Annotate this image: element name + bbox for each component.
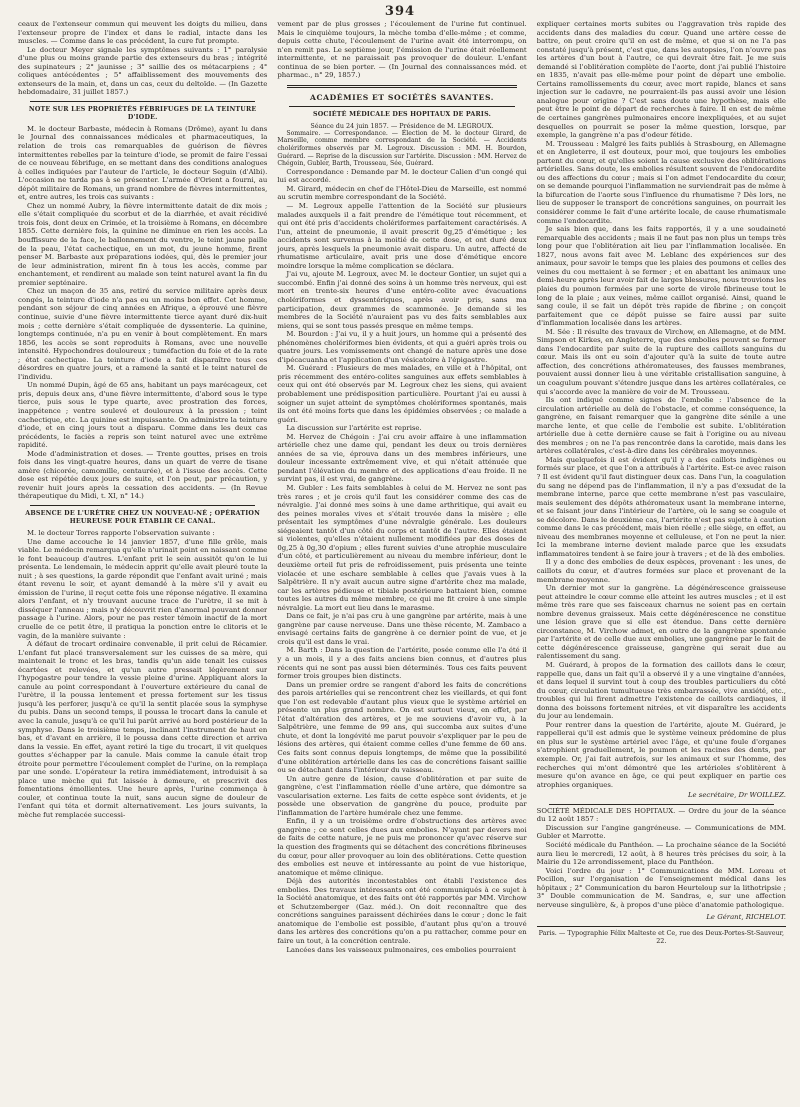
printer-imprint: Paris. — Typographie Félix Malteste et Ce, rue des Deux-Portes-St-Sauveur, 22. [537, 926, 786, 946]
paragraph: Pour rentrer dans la question de l'artérite, ajoute M. Guérard, je rappellerai qu'il est admis que le système veineux prédomine de plus en plus sur le système artériel avec l'âge, et qu'une foule d'organes s'atrophient graduellement, le poumon et les racines des dents, par exemple. Or, j'ai fait autrefois, sur les animaux et sur l'homme, des recherches qui m'ont démontré que les artérioles s'oblitèrent à mesure qu'on avance en âge, ce qui peut expliquer en partie ces atrophies organiques. [536, 720, 786, 789]
paragraph: Un nommé Dupin, âgé de 65 ans, habitant un pays marécageux, cet pris, depuis deux ans, d'une fièvre intermittente, d'abord sous le type tierce, puis sous le type quarte, avec prostration des forces, inappétence ; ventre soulevé et douloureux à la pression ; teint cachectique, etc. La quinine est impuissante. On administre la teinture d'iode, et en cinq jours tout a disparu. Comme dans les deux cas précédents, le faciès a repris son teint naturel avec une extrême rapidité. [18, 381, 268, 450]
section-divider [289, 106, 514, 107]
session-summary: Sommaire. — Correspondance. — Élection de M. le docteur Girard, de Marseille, comme membre correspondant de la Société. — Accidents cholériformes observés par M. Legroux. Discussion : MM. H. Bourdon, Guérard. — Reprise de la discussion sur l'artérite. Discussion : MM. Hervez de Chégoin, Gubler, Barth, Trousseau, Sée, Guérard. [277, 129, 527, 168]
paragraph: Déjà des autorités incontestables ont établi l'existence des embolies. Des travaux intéressants ont été communiqués à ce sujet à la Société anatomique, et des faits ont été rapportés par MM. Virchow et Schutzemberger (Gaz. méd.). On doit reconnaître que des concrétions sanguines paraissent déchirées dans le cœur ; donc le fait anatomique de l'embolie est possible, d'autant plus qu'on a trouvé dans les artères des concrétions qu'on a pu rattacher, comme pour en faire un tout, à la concrétion centrale. [277, 877, 527, 946]
paragraph: Enfin, il y a un troisième ordre d'obstructions des artères avec gangrène ; ce sont celles dues aux embolies. N'ayant par devers moi de faits de cette nature, je ne puis me prononcer qu'avec réserve sur la question des fragments qui se détachent des concrétions fibrineuses du cœur, pour aller provoquer au loin des oblitérations. Cette question des embolies est neuve et intéressante au point de vue historique, anatomique et même clinique. [277, 817, 527, 877]
paragraph: Voici l'ordre du jour : 1° Communications de MM. Loreau et Pocillon, sur l'organisation de l'enseignement médical dans les hôpitaux ; 2° Communication du baron Heurteloup sur la lithotripsie ; 3° Double communication de M. Sandras, e, sur une affection nerveuse singulière, &, à propos d'une pièce d'anatomie pathologique. [536, 866, 786, 909]
section-divider [30, 505, 255, 506]
paragraph: Il y a donc des embolies de deux espèces, provenant : les unes, de caillots du cœur, et d'autres formées sur place et provenant de la membrane moyenne. [536, 558, 786, 584]
session-line: Séance du 24 juin 1857. — Présidence de M. LEGROUX. [310, 121, 494, 130]
section-divider [287, 85, 516, 88]
paragraph: ceaux de l'extenseur commun qui meuvent les doigts du milieu, dans l'extenseur propre de l'index et dans le radial, intacte dans les muscles. — Comme dans le cas précédent, la cure fut prompte. [18, 20, 268, 46]
paragraph: J'ai vu, ajoute M. Legroux, avec M. le docteur Gontier, un sujet qui a succombé. Enfin j'ai donné des soins à un homme très nerveux, qui est mort en trente-six heures d'une entéro-colite avec évacuations cholériformes et dyssentériques, après avoir pris, sans ma participation, deux grammes de scammonée. Je demande si les membres de la Société n'auraient pas vu des faits semblables aux miens, qui se sont tous passés presque en même temps. [277, 270, 527, 330]
article-heading-uretre: ABSENCE DE L'URÈTRE CHEZ UN NOUVEAU-NÉ ; OPÉRATION HEUREUSE POUR ÉTABLIR CE CANAL. [25, 509, 261, 525]
column-middle [277, 20, 526, 1080]
text-columns [18, 20, 786, 1080]
society-heading: SOCIÉTÉ MÉDICALE DES HOPITAUX DE PARIS. [313, 110, 491, 118]
paragraph: M. Trousseau : Malgré les faits publiés à Strasbourg, en Allemagne et en Angleterre, il est douteux, pour moi, que toujours les embolies partent du cœur, et qu'elles soient la cause exclusive des oblitérations artérielles. Sans doute, les embolies résultent souvent de l'endocardite ou des affections du cœur ; mais si l'on admet l'endocardite du cœur, on se demande pourquoi l'inflammation ne surviendrait pas de même à la bifurcation de l'aorte sous l'influence du rhumatisme ? Dès lors, ne lieu de supposer le transport de concrétions sanguines, on pourrait les considérer comme le fait d'une artérite locale, de cause rhumatismale comme l'endocardite. [536, 139, 786, 225]
paragraph: Je sais bien que, dans les faits rapportés, il y a une soudaineté remarquable des accidents ; mais il ne faut pas non plus un temps très long pour que l'oblitération ait lieu par l'inflammation localisée. En 1827, nous avons fait avec M. Leblanc des expériences sur des animaux, pour savoir le temps que les plaies des poumons et celles des veines du cou mettaient à se fermer ; et en abattant les animaux une demi-heure après leur avoir fait de larges blessures, nous trouvions les plaies du poumon fermées par une sorte de virole fibrineuse tout le long de la plaie ; aux veines, même caillot organisé. Ainsi, quand le sang coule, il se fait un dépôt très rapide de fibrine ; on conçoit parfaitement que ce dépôt puisse se faire aussi par suite d'inflammation localisée dans les artères. [536, 225, 786, 328]
paragraph: La discussion sur l'artérite est reprise. [286, 424, 422, 433]
section-divider [549, 804, 774, 805]
paragraph: Ils ont indiqué comme signes de l'embolie : l'absence de la circulation artérielle au delà de l'obstacle, et comme conséquence, la gangrène, en faisant remarquer que la gangrène dite sénile a une marche lente, et que celle de l'embolie est subite. L'oblitération artérielle due à cette dernière cause se fait à l'origine ou au niveau des membres ; on ne l'a pas rencontrée dans la carotide, mais dans les artères collatérales, c'est-à-dire dans les cérébrales moyennes. [536, 396, 786, 456]
paragraph: Le docteur Meyer signale les symptômes suivants : 1° paralysie d'une plus ou moins grande partie des extenseurs du bras ; intégrité des supinateurs ; 2° jaunisse ; 3° saillie des os métacarpiens ; 4° coliques antécédentes ; 5° affaiblissement des mouvements des extenseurs de la main, et, dans un cas, ceux du deltoïde. — (In Gazette hebdomadaire, 31 juillet 1857.) [18, 45, 268, 97]
paragraph: Correspondance : Demande par M. le docteur Calien d'un congé qui lui est accordé. [277, 167, 527, 185]
column-left [18, 20, 267, 1080]
paragraph: Une dame accouche le 14 janvier 1857, d'une fille grêle, mais viable. Le médecin remarqua qu'elle n'urinait point en naissant comme le font beaucoup d'autres. L'enfant prit le sein aussitôt qu'on le lui présenta. Le lendemain, le médecin apprit qu'elle avait pleuré toute la nuit ; à ses questions, la garde répondit que l'enfant avait uriné ; mais étant revenu le soir, et ayant demandé à la mère s'il y avait eu émission de l'urine, il reçut cette fois une réponse négative. Il examina alors l'enfant, et n'y trouvant aucune trace de l'urètre, il se mit à disséquer l'anneau ; mais n'y découvrit rien d'anormal pouvant donner passage à l'urine. Alors, pour ne pas rester témoin inactif de la mort cruelle de ce petit être, il pratiqua la ponction entre le clitoris et le vagin, de la manière suivante : [18, 537, 268, 640]
paragraph: M. Bourdon : J'ai vu, il y a huit jours, un homme qui a présenté des phénomènes cholériformes bien évidents, et qui a guéri après trois ou quatre jours. Les vomissements ont changé de nature après une dose d'ipécacuanha et l'application d'un vésicatoire à l'épigastre. [277, 330, 527, 364]
paragraph: M. Girard, médecin en chef de l'Hôtel-Dieu de Marseille, est nommé au scrutin membre correspondant de la Société. [277, 184, 527, 202]
paragraph: M. Sée : Il résulte des travaux de Virchow, en Allemagne, et de MM. Simpson et Kirkes, en Angleterre, que des embolies peuvent se former dans l'endocardite par suite de la rupture des caillots sanguins du cœur. Mais ils ont eu soin d'ajouter qu'à la suite de toute autre affection, des concrétions athéromateuses, des fausses membranes, pouvaient aussi donner lieu à une véritable cristallisation sanguine, à un coagulum pouvant s'étendre jusque dans les artères collatérales, ce qui s'accorde avec la manière de voir de M. Trousseau. [536, 327, 786, 396]
paragraph: Chez un nommé Aubry, la fièvre intermittente datait de dix mois ; elle s'était compliquée du scorbut et de la diarrhée, et avait récidivé trois fois, dont deux en Crimée, et la troisième à Romans, en décembre 1855. Cette dernière fois, la quinine ne diminue en rien les accès. La bouffissure de la face, le ballonnement du ventre, le teint jaune paille de la peau, l'état cachectique, en un mot, du jeune homme, firent penser M. Barbaste aux préparations iodées, qui, dès le premier jour de leur administration, mirent fin à tous les accès, comme par enchantement, et rendirent au malade son teint naturel avant la fin du premier septénaire. [18, 201, 268, 287]
paragraph: M. Gubler : Les faits semblables à celui de M. Hervez ne sont pas très rares ; et je crois qu'il faut les considérer comme des cas de névralgie. J'ai donné mes soins à une dame arthritique, qui avait eu des peines morales vives et s'était trouvée dans la misère ; elle présentait les symptômes d'une névralgie générale. Les douleurs siégeaient tantôt d'un côté du corps et tantôt de l'autre. Elles étaient si violentes, qu'elles n'étaient nullement modifiées par des doses de 0g,25 à 0g,30 d'opium ; elles furent suivies d'une atrophie musculaire d'un côté, et particulièrement au niveau du membre inférieur, dont le deuxième orteil fut pris de refroidissement, puis présenta une teinte violacée et une eschare semblable à celles que j'avais vues à la Salpêtrière. Il n'y avait aucun autre signe d'artérite chez ma malade, car les artères pédieuse et tibiale postérieure battaient bien, comme toutes les autres du même membre, ce qui me fit croire à une simple névralgie. La mort eut lieu dans le marasme. [277, 484, 527, 612]
paragraph: M. le docteur Torres rapporte l'observation suivante : [27, 528, 215, 537]
paragraph: vement par de plus grosses ; l'écoulement de l'urine fut continuel. Mais le cinquième toujours, la mèche tomba d'elle-même ; et comme, depuis cette chute, l'écoulement de l'urine avait été interrompu, on n'en remit pas. Le septième jour, l'émission de l'urine était réellement intermittente, et ne paraissait pas provoquer de douleur. L'enfant continua de se bien porter. — (In Journal des connaissances méd. et pharmac., n° 29, 1857.) [277, 20, 527, 80]
section-heading-academies: ACADÉMIES ET SOCIÉTÉS SAVANTES. [309, 92, 495, 102]
paragraph: M. le docteur Barbaste, médecin à Romans (Drôme), ayant lu dans le Journal des connaissances médicales et pharmaceutiques, la relation de trois cas remarquables de guérison de fièvres intermittentes rebelles par la teinture d'iode, se promit de faire l'essai de ce nouveau fébrifuge, en se mettant dans des conditions analogues à celles indiquées par l'auteur de l'article, le docteur Seguin (d'Albi). L'occasion ne tarda pas à se présenter. L'armée d'Orient a fourni, au dépôt militaire de Romans, un grand nombre de fièvres intermittentes, et, entre autres, les trois cas suivants : [18, 124, 268, 202]
paragraph: Discussion sur l'angine gangréneuse. — Communications de MM. Gubler et Marrotte. [536, 823, 786, 841]
paragraph: M. Guérard, à propos de la formation des caillots dans le cœur, rappelle que, dans un fait qu'il a observé il y a une vingtaine d'années, et dans lequel il survint tout à coup des troubles particuliers du côté du cœur, circulation tumultueuse très embarrassée, vive anxiété, etc., troubles qui lui firent admettre l'existence de caillots cardiaques, il donna des boissons fortement nitrées, et vit disparaître les accidents du jour au lendemain. [536, 661, 786, 721]
section-divider [30, 101, 255, 102]
paragraph: Lancées dans les vaisseaux pulmonaires, ces embolies pourraient [286, 945, 516, 954]
paragraph: Société médicale du Panthéon. — La prochaine séance de la Société aura lieu le mercredi, 12 août, à 8 heures très précises du soir, à la Mairie du 12e arrondissement, place du Panthéon. [536, 840, 786, 867]
article-heading-iode: NOTE SUR LES PROPRIÉTÉS FÉBRIFUGES DE LA TEINTURE D'IODE. [28, 105, 257, 121]
paragraph: M. Guérard : Plusieurs de mes malades, en ville et à l'hôpital, ont pris récemment des entéro-colites sanguines aux effets semblables à ceux qui ont été observés par M. Legroux chez les siens, qui avaient probablement une prédisposition particulière. Pourtant j'ai eu aussi à soigner un sujet atteint de symptômes cholériformes spontanés, mais ils ont été moins forts que dans les épidémies observées ; ce malade a guéri. [277, 364, 527, 424]
paragraph: M. Barth : Dans la question de l'artérite, posée comme elle l'a été il y a un mois, il y a des faits anciens bien connus, et d'autres plus récents qui ne sont pas aussi bien déterminés. Tous ces faits peuvent former trois groupes bien distincts. [277, 646, 527, 681]
paragraph: — M. Legroux appelle l'attention de la Société sur plusieurs malades auxquels il a fait prendre de l'émétique tout récemment, et qui ont été pris d'accidents cholériformes parfaitement caractérisés. A l'un, atteint de pneumonie, il avait prescrit 0g,25 d'émétique ; les accidents sont survenus à la moitié de cette dose, et ont duré deux jours, après lesquels la pneumonie avait disparu. Un autre, affecté de rhumatisme articulaire, avait pris une dose d'émétique encore moindre lorsque la même complication se déclara. [277, 201, 527, 270]
paragraph: expliquer certaines morts subites ou l'aggravation très rapide des accidents dans des maladies du cœur. Quand une artère cesse de battre, on peut croire qu'il en est de même, et que si on ne l'a pas constaté jusqu'à présent, c'est que, dans les autopsies, l'on n'ouvre pas les artères d'un bout à l'autre, ce qui devrait être fait. Je me suis demandé si l'oblitération complète de l'aorte, dont j'ai publié l'histoire en 1835, n'avait pas elle-même pour point de départ une embolie. Certains ramollissements du cœur, avec mort rapide, blancs et sans injection sur le cadavre, ne pourraient-ils pas aussi avoir une lésion analogue pour origine ? C'est sans doute une hypothèse, mais elle peut être le point de départ de recherches à faire. Il en est de même de certaines gangrènes pulmonaires encore inexpliquées, et au sujet desquelles on pourrait se poser la même question, lorsque, par exemple, la gangrène n'a pas d'odeur fétide. [536, 20, 786, 140]
page-number: 394 [384, 4, 416, 19]
society-agenda-heading: SOCIÉTÉ MÉDICALE DES HOPITAUX. — Ordre du jour de la séance du 12 août 1857 : [536, 806, 786, 824]
manager-signature: Le Gérant, RICHELOT. [706, 913, 786, 922]
paragraph: Mode d'administration et doses. — Trente gouttes, prises en trois fois dans les vingt-quatre heures, dans un quart de verre de tisane amère (chicorée, camomille, centaurée), et à l'issue des accès. Cette dose est répétée deux jours de suite, et l'on peut, par précaution, y revenir huit jours après la cessation des accidents. — (In Revue thérapeutique du Midi, t. XI, n° 14.) [18, 449, 268, 501]
paragraph: Mais quelquefois il est évident qu'il y a des caillots indigènes ou formés sur place, et que l'on a attribués à l'artérite. Est-ce avec raison ? Il est évident qu'il faut distinguer deux cas. Dans l'un, la coagulation du sang ne dépend pas de l'inflammation, il n'y a pas d'exsudat de la membrane interne, parce que cette membrane n'est pas vasculaire, mais seulement des dépôts athéromateux usant la membrane interne, et se faisant jour dans l'intérieur de l'artère, où le sang se coagule et se décolore. Dans le deuxième cas, l'artérite n'est pas sujette à caution comme dans le cas précédent, mais bien réelle ; elle siège, en effet, au niveau des membranes moyenne et celluleuse, et l'on ne peut la nier. Ici la membrane interne devient malade parce que les exsudats inflammatoires tendent à se faire jour à travers ; et de là des embolies. [536, 455, 786, 558]
column-right [537, 20, 786, 1080]
paragraph: Dans ce fait, je n'ai pas cru à une gangrène par artérite, mais à une gangrène par cause nerveuse. Dans une thèse récente, M. Zambaco a envisagé certains faits de gangrène à ce dernier point de vue, et je crois qu'il est dans le vrai. [277, 612, 527, 646]
paragraph: Un autre genre de lésion, cause d'oblitération et par suite de gangrène, c'est l'inflammation réelle d'une artère, que démontre sa vascularisation externe. Les faits de cette espèce sont évidents, et je possède une observation de gangrène du pouce, produite par l'inflammation de l'artère humérale chez une femme. [277, 774, 527, 817]
paragraph: Un dernier mot sur la gangrène. La dégénérescence graisseuse peut atteindre le cœur comme elle atteint les autres muscles ; et il est même très rare que ses faisceaux charnus ne soient pas en certain nombre devenus graisseux. Mais cette dégénérescence ne constitue une lésion grave que si elle est étendue. Dans cette dernière circonstance, M. Virchow admet, en outre de la gangrène spontanée par l'artérite et de celle due aux embolies, une gangrène par le fait de cette dégénérescence graisseuse, gangrène qui serait due au ralentissement du sang. [536, 584, 786, 661]
paragraph: A défaut de trocart ordinaire convenable, il prit celui de Récamier. L'enfant fut placé transversalement sur les cuisses de sa mère, qui maintenait le tronc et les bras, tandis qu'un aide tenait les cuisses écartées et relevées, et qu'un autre pressait légèrement sur l'hypogastre pour tendre la vessie pleine d'urine. Appliquant alors la canule au point correspondant à l'ouverture extérieure du canal de l'urètre, il la poussa lentement et pressa fortement sur les tissus jusqu'à les perforer, jusqu'à ce qu'il la sentit placée sous la symphyse du pubis. Dans un second temps, il poussa le trocart dans la canule et avec la canule, jusqu'à ce qu'il lui parût arrivé au bord postérieur de la symphyse. Dans le troisième temps, inclinant l'instrument de haut en bas, et d'avant en arrière, il le poussa dans cette direction et arriva dans la vessie. En effet, ayant retiré la tige du trocart, il vit quelques gouttes s'échapper par la canule. Mais comme la canule était trop étroite pour permettre l'écoulement complet de l'urine, on la remplaça par une sonde. L'opérateur la retira immédiatement, introduisit à sa place une mèche qui fut laissée à demeure, et prescrivit des fomentations émollientes. Une heure après, l'urine commença à couler, et continua toute la nuit, sans aucun signe de douleur de l'enfant qui téta et dormit alternativement. Les jours suivants, la mèche fut remplacée successi- [18, 640, 268, 820]
secretary-signature: Le secrétaire, Dr WOILLEZ. [687, 791, 786, 800]
paragraph: M. Hervez de Chégoin : J'ai cru avoir affaire à une inflammation artérielle chez une dame qui, pendant les deux ou trois dernières années de sa vie, éprouva dans un des membres inférieurs, une douleur incessante extrêmement vive, et qui n'était atténuée que pendant l'élévation du membre et des applications d'eau froide. Il ne survint pas, il est vrai, de gangrène. [277, 432, 527, 484]
paragraph: Dans un premier ordre se rangent d'abord les faits de concrétions des parois artérielles qui se rencontrent chez les vieillards, et qui font que l'on est redevable d'autant plus vieux que le système artériel en présente un plus grand nombre. On est surtout vieux, en effet, par l'état d'altération des artères, et je me souviens d'avoir vu, à la Salpêtrière, une femme de 99 ans, qui succomba aux suites d'une chute, et dont la longévité me parut pouvoir s'expliquer par le peu de lésions des artères, qui étaient comme celles d'une femme de 60 ans. Ces faits sont connus depuis longtemps, de même que la possibilité d'une oblitération artérielle dans les cas de concrétions faisant saillie ou se détachant dans l'intérieur du vaisseau. [277, 680, 527, 775]
paragraph: Chez un maçon de 35 ans, retiré du service militaire après deux congés, la teinture d'iode n'a pas eu un moins bon effet. Cet homme, pendant son séjour de cinq années en Afrique, a éprouvé une fièvre continue, suivie d'une fièvre intermittente tierce ayant duré dix-huit mois ; cette dernière s'était compliquée de dyssenterie. La quinine, longtemps continuée, n'a pu en venir à bout complètement. En mars 1856, les accès se sont reproduits à Romans, avec une nouvelle intensité. Hypochondres douloureux ; tuméfaction du foie et de la rate ; état cachectique. La teinture d'iode a fait disparaître tous ces désordres en quatre jours, et a ramené la santé et le teint naturel de l'individu. [18, 287, 268, 381]
